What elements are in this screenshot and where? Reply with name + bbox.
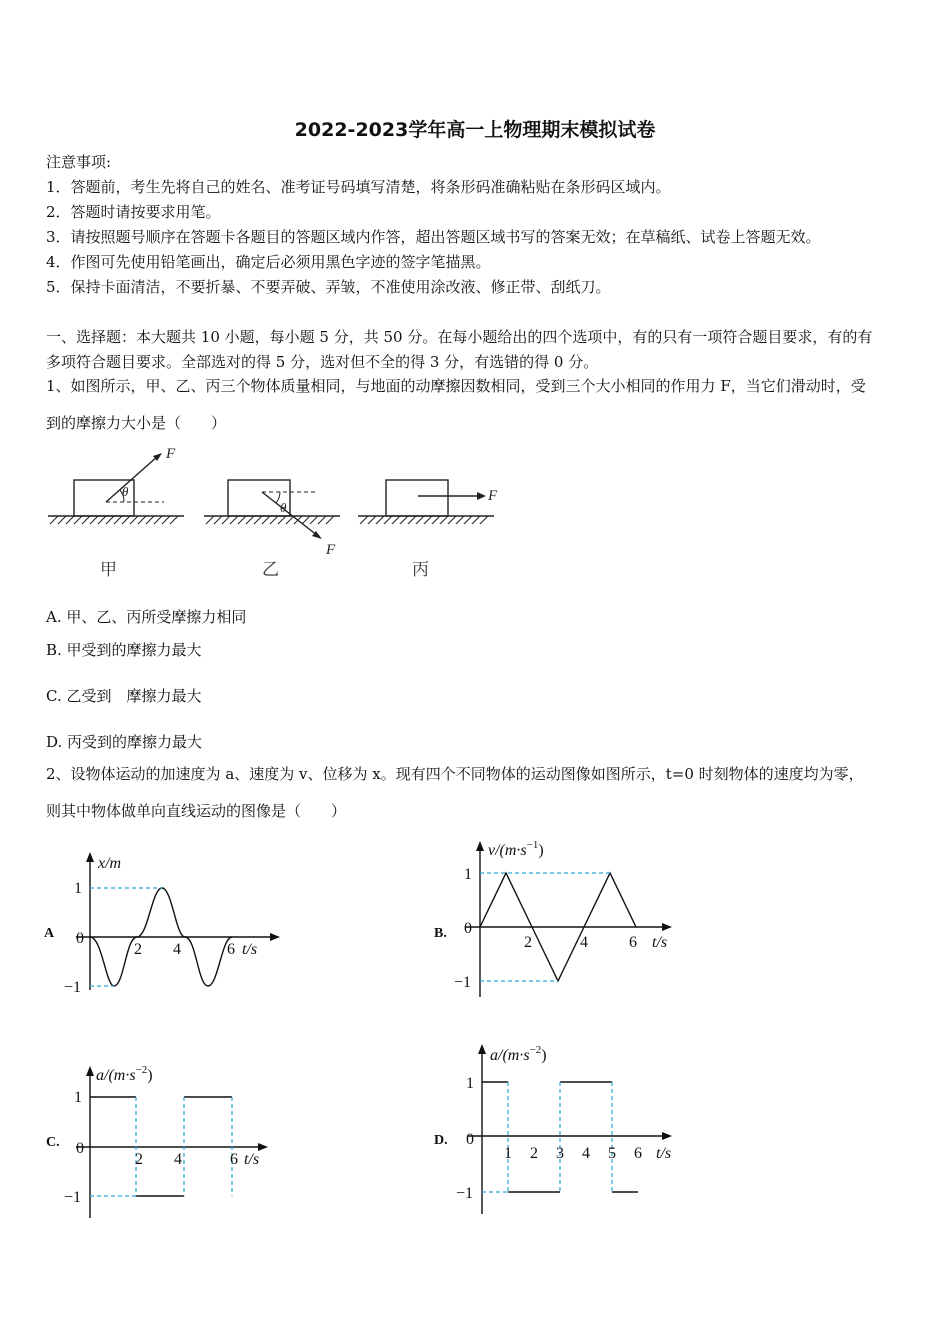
graph-b-ylabel: $v/(m\cdot s^{-1})$ xyxy=(488,839,544,859)
angle-label: θ xyxy=(280,500,287,515)
graph-c-label: C. xyxy=(46,1135,60,1150)
notice-item: 5．保持卡面清洁，不要折暴、不要弄破、弄皱，不准使用涂改液、修正带、刮纸刀。 xyxy=(46,278,611,296)
graph-b-xlabel: t/s xyxy=(652,934,668,951)
figure-caption-jia: 甲 xyxy=(100,560,117,579)
graph-d-ymin: −1 xyxy=(456,1185,474,1202)
question-1-stem: 1、如图所示，甲、乙、丙三个物体质量相同，与地面的动摩擦因数相同，受到三个大小相同的作用力 F，当它们滑动时，受 xyxy=(46,377,866,395)
graph-d-ymax: 1 xyxy=(466,1075,474,1092)
graph-c-ymin: −1 xyxy=(64,1189,82,1206)
q1-option-b[interactable]: B. 甲受到的摩擦力最大 xyxy=(46,641,202,659)
graph-d-ylabel: $a/(m\cdot s^{-2})$ xyxy=(490,1044,547,1064)
q1-option-d[interactable]: D. 丙受到的摩擦力最大 xyxy=(46,733,203,751)
graph-b-label: B. xyxy=(434,926,447,941)
graph-c-xlabel: t/s xyxy=(244,1151,260,1168)
force-label: F xyxy=(326,542,336,558)
graph-b-ymin: −1 xyxy=(454,974,472,991)
graph-a-ymin: −1 xyxy=(64,979,82,996)
q2-graph-c[interactable] xyxy=(40,1060,280,1225)
q1-option-a[interactable]: A. 甲、乙、丙所受摩擦力相同 xyxy=(46,608,247,626)
figure-caption-bing: 丙 xyxy=(412,560,429,579)
graph-a-xtick: 6 xyxy=(227,941,235,958)
graph-c-origin: 0 xyxy=(76,1140,84,1157)
q1-option-c[interactable]: C. 乙受到 摩擦力最大 xyxy=(46,687,202,705)
graph-b-ymax: 1 xyxy=(464,866,472,883)
graph-b-xtick: 4 xyxy=(580,934,588,951)
page-title: 2022-2023学年高一上物理期末模拟试卷 xyxy=(294,119,656,141)
graph-c-ylabel: $a/(m\cdot s^{-2})$ xyxy=(96,1064,153,1084)
notice-item: 4．作图可先使用铅笔画出，确定后必须用黑色字迹的签字笔描黑。 xyxy=(46,253,491,271)
notice-item: 2．答题时请按要求用笔。 xyxy=(46,203,221,221)
q2-graph-a[interactable] xyxy=(40,850,280,1010)
graph-a-origin: 0 xyxy=(76,930,84,947)
graph-d-origin: 0 xyxy=(466,1131,474,1148)
graph-c-xtick: 2 xyxy=(135,1151,143,1168)
question-1-stem-cont: 到的摩擦力大小是（ ） xyxy=(46,414,227,432)
graph-d-label: D. xyxy=(434,1133,448,1148)
section-instructions-cont: 多项符合题目要求。全部选对的得 5 分，选对但不全的得 3 分，有选错的得 0 分。 xyxy=(46,353,599,371)
graph-d-xlabel: t/s xyxy=(656,1145,672,1162)
graph-d-xtick: 5 xyxy=(608,1145,616,1162)
graph-b-origin: 0 xyxy=(464,920,472,937)
graph-a-xlabel: t/s xyxy=(242,941,258,958)
angle-label: θ xyxy=(122,484,129,499)
question-2-stem-cont: 则其中物体做单向直线运动的图像是（ ） xyxy=(46,802,347,820)
section-instructions: 一、选择题：本大题共 10 小题，每小题 5 分，共 50 分。在每小题给出的四个选项中，有的只有一项符合题目要求，有的有 xyxy=(46,328,873,346)
q2-graph-d[interactable] xyxy=(430,1042,680,1222)
graph-d-xtick: 1 xyxy=(504,1145,512,1162)
graph-a-xtick: 4 xyxy=(173,941,181,958)
graph-d-xtick: 2 xyxy=(530,1145,538,1162)
graph-a-ylabel: x/m xyxy=(98,855,122,872)
question-2-stem: 2、设物体运动的加速度为 a、速度为 v、位移为 x。现有四个不同物体的运动图像如图所示，t=0 时刻物体的速度均为零， xyxy=(46,765,864,783)
graph-b-xtick: 2 xyxy=(524,934,532,951)
graph-c-xtick: 6 xyxy=(230,1151,238,1168)
q1-force-figure xyxy=(40,440,520,590)
graph-a-ymax: 1 xyxy=(74,880,82,897)
notice-heading: 注意事项: xyxy=(46,153,112,171)
graph-d-xtick: 3 xyxy=(556,1145,564,1162)
force-label: F xyxy=(166,446,176,462)
notice-item: 3．请按照题号顺序在答题卡各题目的答题区域内作答，超出答题区域书写的答案无效；在草稿纸、试卷上答题无效。 xyxy=(46,228,821,246)
graph-c-xtick: 4 xyxy=(174,1151,182,1168)
notice-item: 1．答题前，考生先将自己的姓名、准考证号码填写清楚，将条形码准确粘贴在条形码区域内。 xyxy=(46,178,671,196)
graph-a-xtick: 2 xyxy=(134,941,142,958)
figure-caption-yi: 乙 xyxy=(262,560,279,579)
graph-d-xtick: 4 xyxy=(582,1145,590,1162)
force-label: F xyxy=(488,488,498,504)
graph-c-ymax: 1 xyxy=(74,1089,82,1106)
graph-a-label: A xyxy=(44,926,55,941)
graph-d-xtick: 6 xyxy=(634,1145,642,1162)
q2-graph-b[interactable] xyxy=(430,835,680,1000)
graph-b-xtick: 6 xyxy=(629,934,637,951)
